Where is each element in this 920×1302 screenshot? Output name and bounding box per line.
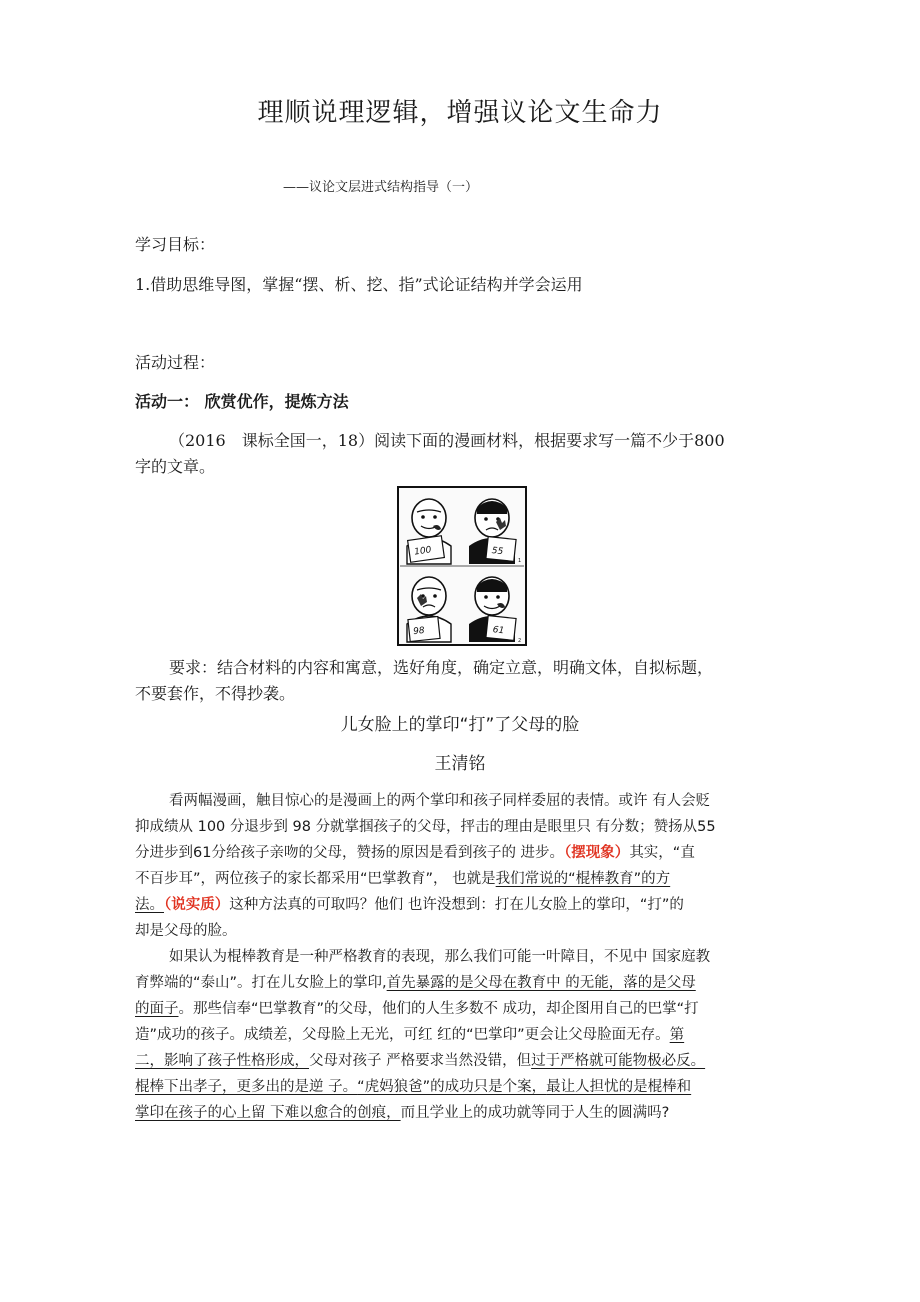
prompt-line-1: （2016 课标全国一，18）阅读下面的漫画材料，根据要求写一篇不少于800 [169, 431, 725, 450]
essay-p1-underlined-2: 法。 [135, 897, 164, 913]
essay-p2-underlined-2: 的面子 [135, 1001, 179, 1017]
activity-1-heading: 活动一： 欣赏优作，提炼方法 [135, 392, 349, 411]
comic-illustration [397, 486, 527, 646]
tag-present-phenomenon: （摆现象） [564, 845, 630, 861]
requirement-line-1: 要求：结合材料的内容和寓意，选好角度，确定立意，明确文体，自拟标题， [169, 658, 714, 677]
essay-p2-underlined-8: 掌印在孩子的心上留 下难以愈合的创痕， [135, 1105, 401, 1121]
essay-p2-line-7-text: 而且学业上的成功就等同于人生的圆满吗? [400, 1105, 670, 1121]
essay-paragraph-2 [135, 944, 795, 1126]
process-heading: 活动过程： [135, 353, 216, 372]
prompt-line-2: 字的文章。 [135, 457, 216, 476]
essay-p1-line-3-tail: 其实，“直 [629, 845, 695, 861]
essay-p2-line-6-text: “虎妈狼爸”的成功只是个案， [357, 1079, 547, 1095]
essay-p2-underlined-4: 二，影响了孩子性格形成， [135, 1053, 309, 1069]
essay-p2-underlined-5: 过于严格就可能物极必反。 [531, 1053, 706, 1069]
essay-p1-line-3 [135, 840, 795, 866]
requirement-line-2: 不要套作，不得抄袭。 [135, 684, 296, 703]
essay-p2-line-2-text: 育弊端的“泰山”。打在儿女脸上的掌印, [135, 975, 387, 991]
essay-p1-line-3-text: 分进步到61分给孩子亲吻的父母，赞扬的原因是看到孩子的 进步。 [135, 845, 565, 861]
essay-p2-line-1: 如果认为棍棒教育是一种严格教育的表现，那么我们可能一叶障目，不见中 国家庭教 [169, 949, 711, 965]
essay-p2-underlined-6: 棍棒下出孝子，更多出的是逆 子。 [135, 1079, 358, 1095]
essay-p1-line-1: 看两幅漫画，触目惊心的是漫画上的两个掌印和孩子同样委屈的表情。或许 有人会贬 [169, 793, 711, 809]
essay-p2-underlined-7: 最让人担忧的是棍棒和 [546, 1079, 692, 1095]
essay-p1-line-2: 抑成绩从 100 分退步到 98 分就掌掴孩子的父母，抨击的理由是眼里只 有分数；赞扬从55 [135, 819, 716, 835]
essay-p1-line-5 [135, 892, 795, 918]
comic-label-61: 61 [492, 625, 505, 637]
essay-p2-line-4-text: 造”成功的孩子。成绩差，父母脸上无光，可红 红的“巴掌印”更会让父母脸面无存。 [135, 1027, 670, 1043]
page-title: 理顺说理逻辑，增强议论文生命力 [257, 98, 663, 128]
essay-p2-line-5-text: 父母对孩子 严格要求当然没错，但 [309, 1053, 532, 1069]
page-subtitle: ——议论文层进式结构指导（一） [283, 180, 479, 195]
essay-title: 儿女脸上的掌印“打”了父母的脸 [340, 715, 580, 735]
comic-label-100: 100 [413, 545, 433, 558]
essay-paragraph-1 [135, 788, 795, 944]
prompt-paragraph [135, 428, 795, 480]
tag-state-essence: （说实质） [164, 897, 230, 913]
essay-p1-line-4-text: 不百步耳”，两位孩子的家长都采用“巴掌教育”， 也就是 [135, 871, 496, 887]
essay-p1-line-4 [135, 866, 795, 892]
essay-p1-line-6: 却是父母的脸。 [135, 923, 237, 939]
essay-p2-line-5 [135, 1048, 795, 1074]
essay-p1-underlined-1: 我们常说的“棍棒教育”的方 [495, 871, 671, 887]
comic-label-98: 98 [412, 625, 426, 638]
comic-label-55: 55 [491, 546, 504, 558]
objectives-heading: 学习目标： [135, 235, 216, 254]
comic-panel-number-1: 1 [518, 558, 522, 564]
essay-p2-underlined-3: 第 [669, 1027, 685, 1043]
essay-author: 王清铭 [434, 754, 486, 774]
objective-item-1: 1.借助思维导图，掌握“摆、析、挖、指”式论证结构并学会运用 [135, 275, 583, 294]
essay-p2-line-3 [135, 996, 795, 1022]
essay-p2-line-2 [135, 970, 795, 996]
essay-p2-line-3-text: 。那些信奉“巴掌教育”的父母，他们的人生多数不 成功，却企图用自己的巴掌“打 [178, 1001, 699, 1017]
essay-p1-line-5-text: 这种方法真的可取吗？他们 也许没想到：打在儿女脸上的掌印，“打”的 [229, 897, 684, 913]
essay-p2-line-6 [135, 1074, 795, 1100]
comic-panel-number-2: 2 [518, 638, 522, 644]
essay-p2-line-4 [135, 1022, 795, 1048]
essay-p2-underlined-1: 首先暴露的是父母在教育中 的无能，落的是父母 [386, 975, 696, 991]
essay-p2-line-7 [135, 1100, 795, 1126]
requirement-paragraph [135, 655, 795, 707]
